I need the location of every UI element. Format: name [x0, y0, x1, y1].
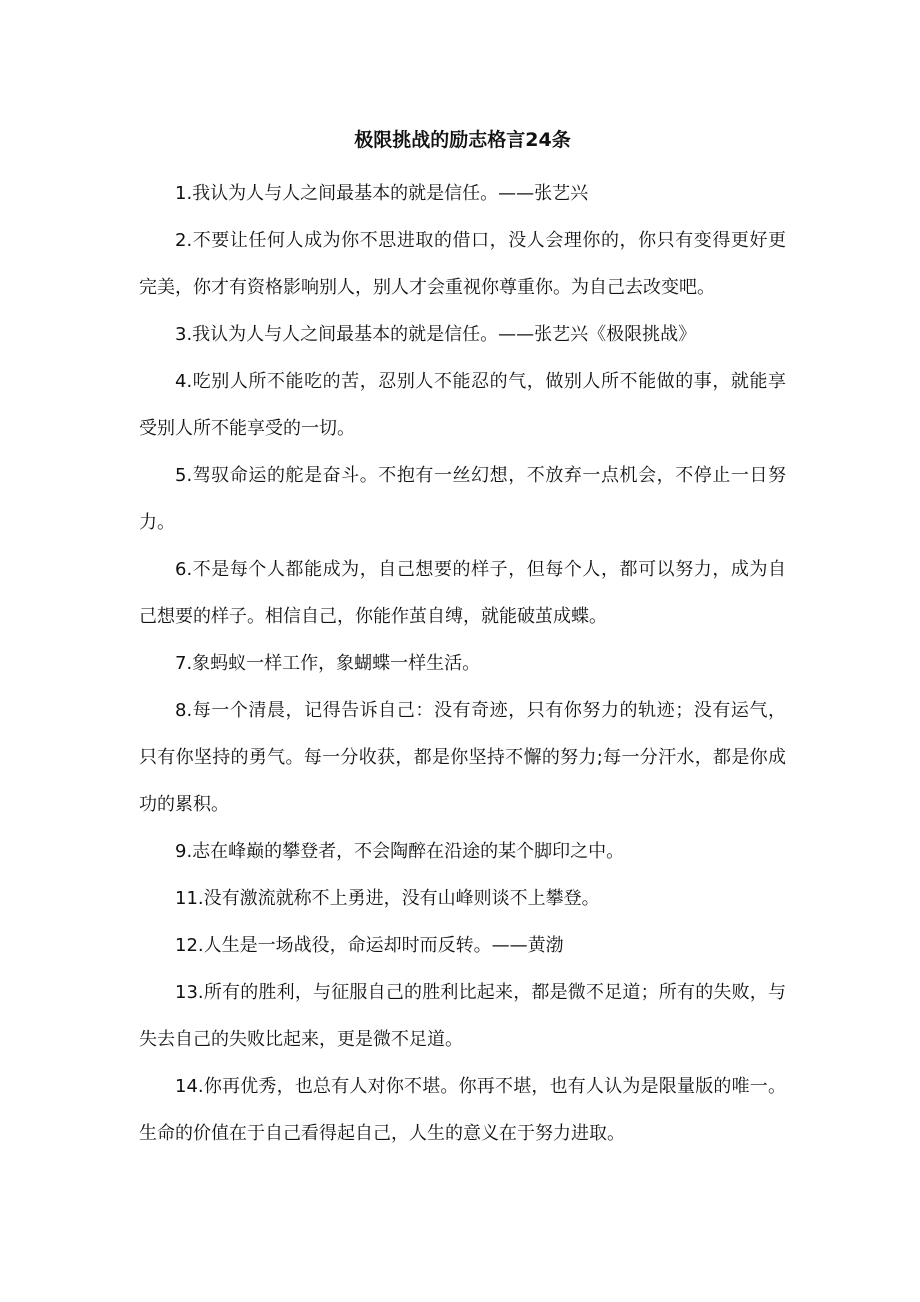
quote-paragraph-12: 12.人生是一场战役，命运却时而反转。——黄渤 — [175, 935, 564, 956]
quote-paragraph-4: 4.吃别人所不能吃的苦，忍别人不能忍的气，做别人所不能做的事，就能享受别人所不能享受的一切。 — [139, 371, 786, 439]
document-title: 极限挑战的励志格言24条 — [354, 129, 571, 151]
quote-paragraph-1: 1.我认为人与人之间最基本的就是信任。——张艺兴 — [175, 183, 589, 204]
quote-paragraph-5: 5.驾驭命运的舵是奋斗。不抱有一丝幻想，不放弃一点机会，不停止一日努力。 — [139, 465, 786, 533]
quote-paragraph-9: 9.志在峰巅的攀登者，不会陶醉在沿途的某个脚印之中。 — [175, 841, 625, 862]
quote-paragraph-14: 14.你再优秀，也总有人对你不堪。你再不堪，也有人认为是限量版的唯一。生命的价值在于自己看得起自己，人生的意义在于努力进取。 — [139, 1076, 786, 1144]
document-page — [139, 124, 786, 1157]
quote-paragraph-7: 7.象蚂蚁一样工作，象蝴蝶一样生活。 — [175, 653, 481, 674]
quote-paragraph-8: 8.每一个清晨，记得告诉自己：没有奇迹，只有你努力的轨迹；没有运气，只有你坚持的勇气。每一分收获，都是你坚持不懈的努力;每一分汗水，都是你成功的累积。 — [139, 700, 786, 815]
quote-paragraph-11: 11.没有激流就称不上勇进，没有山峰则谈不上攀登。 — [175, 888, 600, 909]
quote-paragraph-2: 2.不要让任何人成为你不思进取的借口，没人会理你的，你只有变得更好更完美，你才有资格影响别人，别人才会重视你尊重你。为自己去改变吧。 — [139, 230, 786, 298]
quote-paragraph-13: 13.所有的胜利，与征服自己的胜利比起来，都是微不足道；所有的失败，与失去自己的失败比起来，更是微不足道。 — [139, 982, 786, 1050]
quote-paragraph-6: 6.不是每个人都能成为，自己想要的样子，但每个人，都可以努力，成为自己想要的样子。相信自己，你能作茧自缚，就能破茧成蝶。 — [139, 559, 786, 627]
quote-paragraph-3: 3.我认为人与人之间最基本的就是信任。——张艺兴《极限挑战》 — [175, 324, 697, 345]
